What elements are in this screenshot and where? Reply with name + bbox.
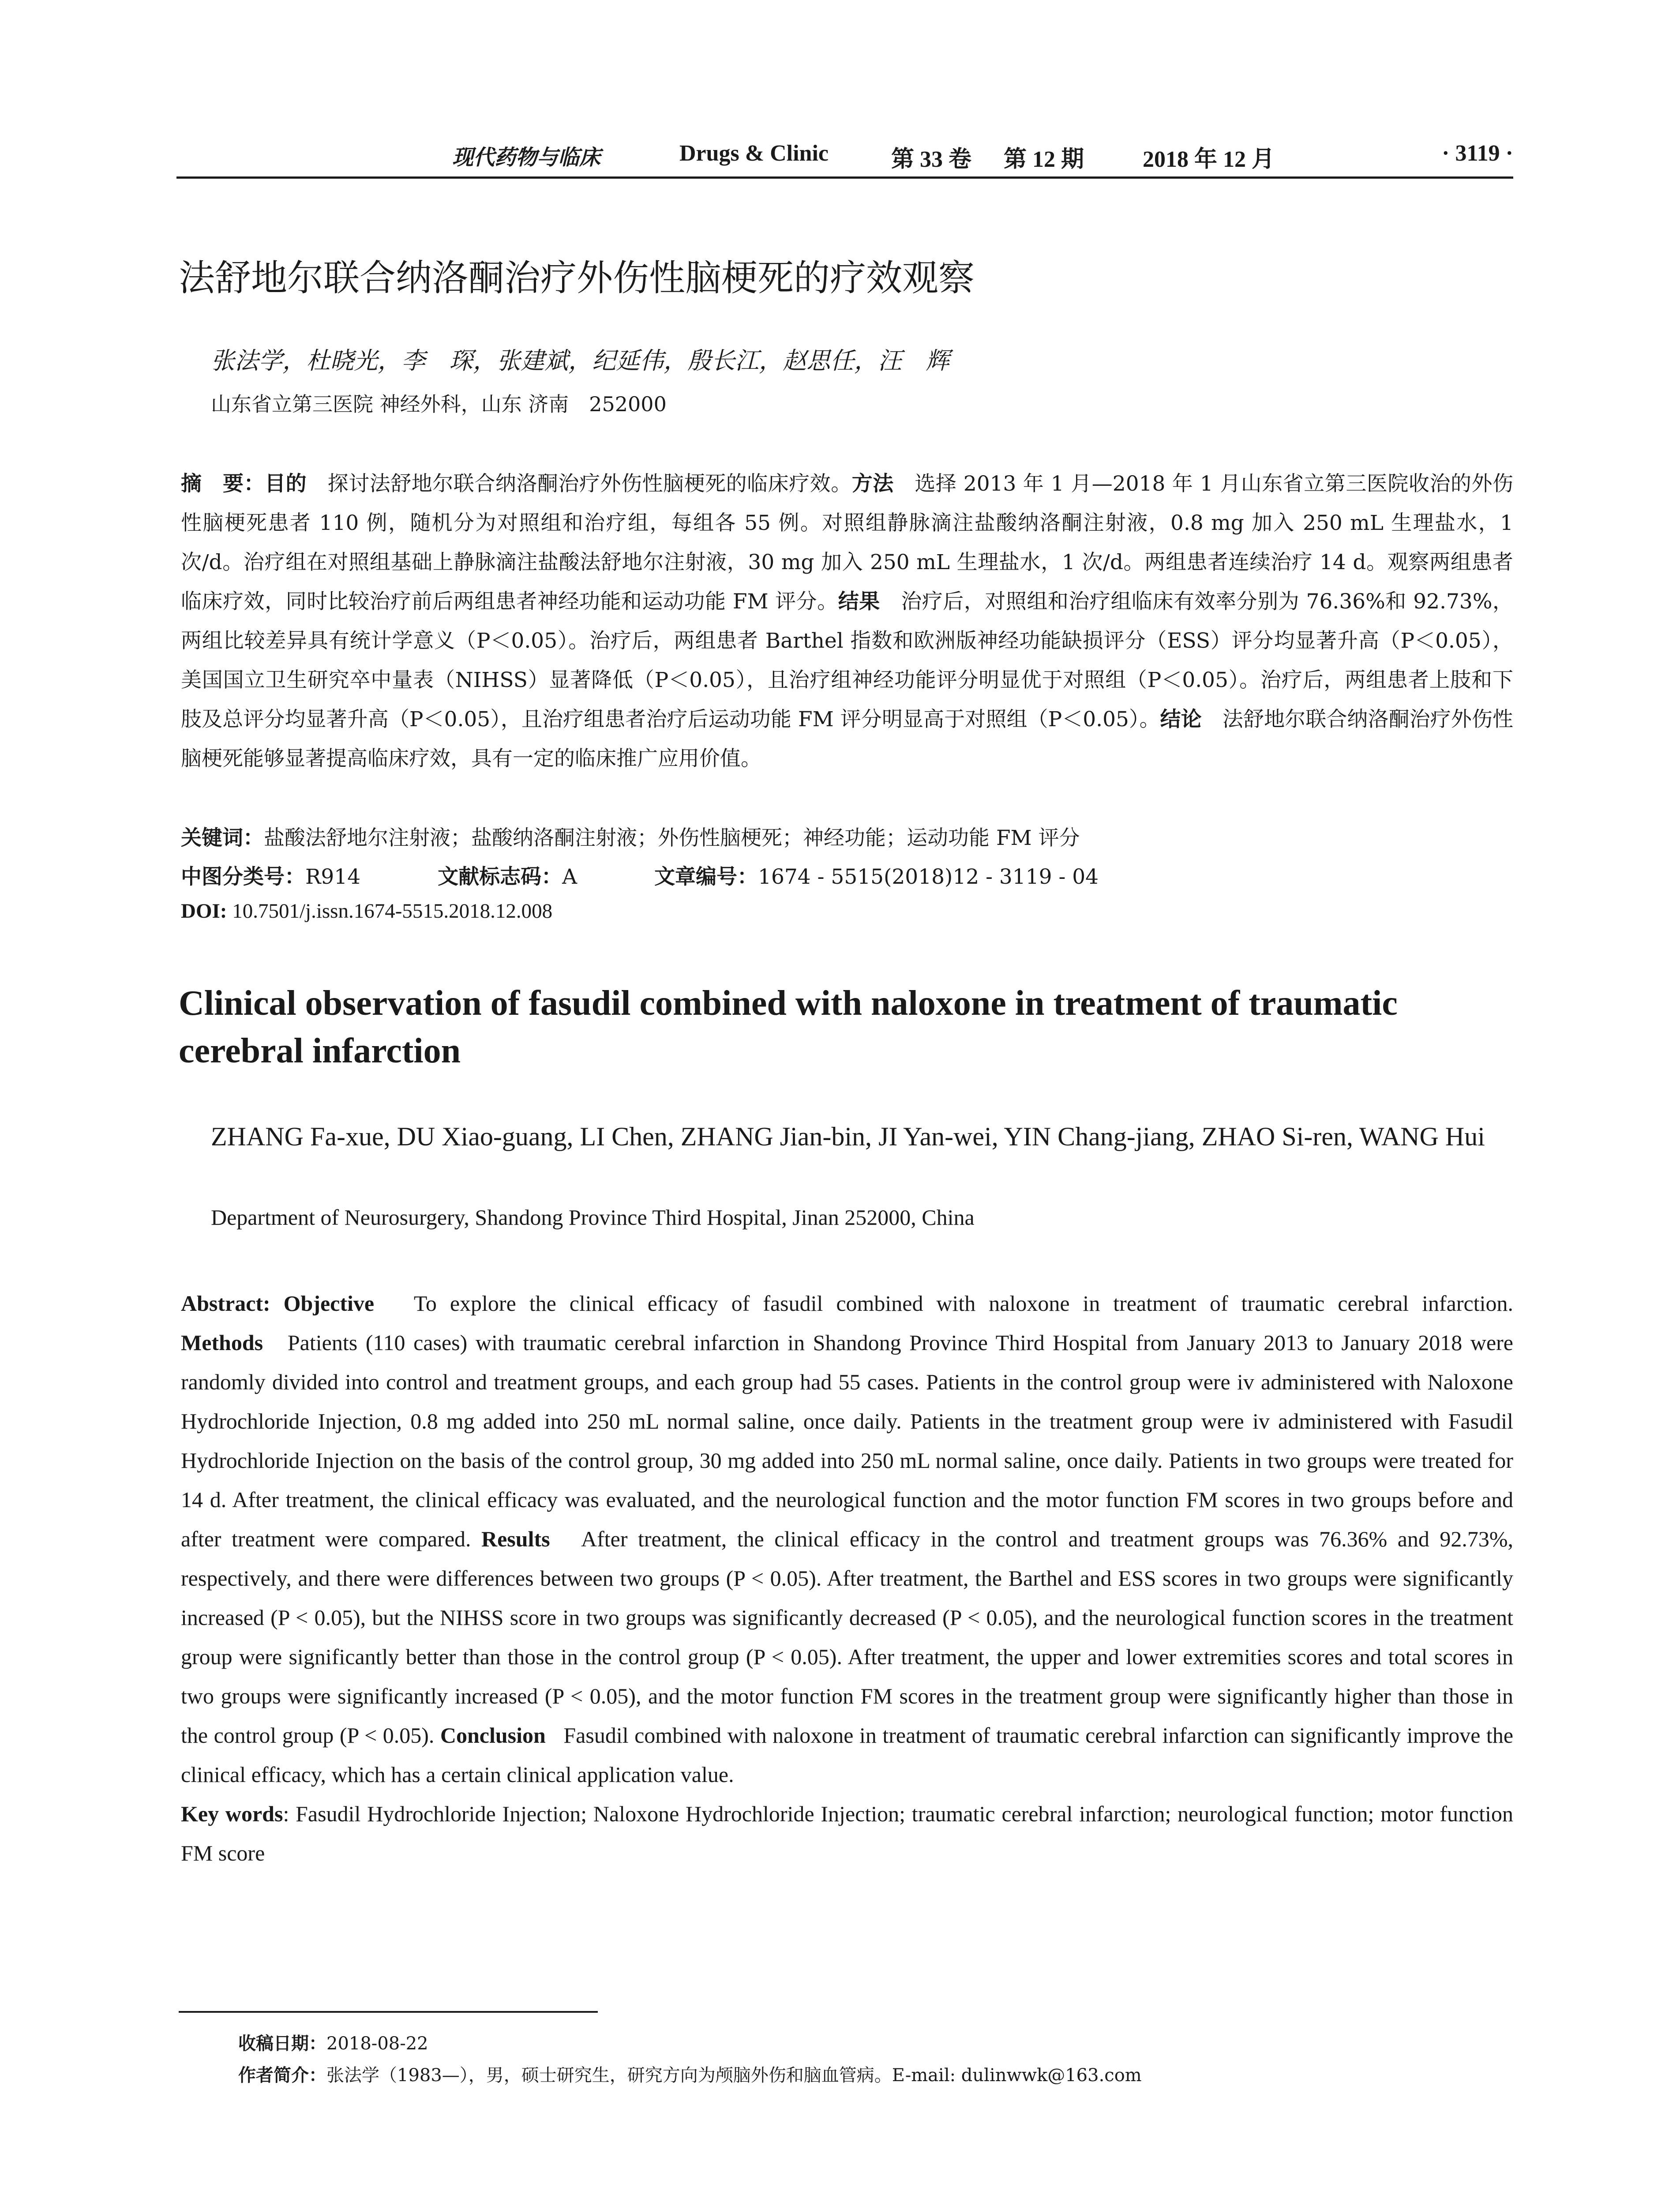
footnote-author-bio [238, 2061, 1142, 2086]
methods-label-cn: 方法 [851, 472, 894, 496]
header-divider [176, 176, 1513, 179]
article-number-label: 文章编号： [654, 865, 758, 889]
article-title-en: Clinical observation of fasudil combined with naloxone in treatment of traumatic cerebral infarction [179, 984, 1398, 1070]
clc-label: 中图分类号： [181, 865, 305, 889]
results-label-cn: 结果 [838, 589, 880, 614]
results-text-en: After treatment, the clinical efficacy in the control and treatment groups was 76.36% and 92.73%, respectively, and there were differences between two groups (P < 0.05). After treatment, the Barthel and ESS scores in two groups were significantly increased (P < 0.05), but the NIHSS score in two groups was significantly decreased (P < 0.05), and the neurological function scores in the treatment group were significantly better than those in the control group (P < 0.05). After treatment, the upper and lower extremities scores and total scores in two groups were significantly increased (P < 0.05), and the motor function FM scores in the treatment group were significantly higher than those in the control group (P < 0.05). [181, 1527, 1514, 1748]
conclusion-text-en: Fasudil combined with naloxone in treatment of traumatic cerebral infarction can significantly improve the clinical efficacy, which has a certain clinical application value. [181, 1723, 1514, 1787]
methods-text-cn: 选择 2013 年 1 月—2018 年 1 月山东省立第三医院收治的外伤性脑梗死患者 110 例，随机分为对照组和治疗组，每组各 55 例。对照组静脉滴注盐酸纳洛酮注射液，0.8 mg 加入 250 mL 生理盐水，1 次/d。治疗组在对照组基础上静脉滴注盐酸法舒地尔注射液，30 mg 加入 250 mL 生理盐水，1 次/d。两组患者连续治疗 14 d。观察两组患者临床疗效，同时比较治疗前后两组患者神经功能和运动功能 FM 评分。 [181, 472, 1514, 614]
doc-code-label: 文献标志码： [438, 865, 562, 889]
keywords-label-en: Key words [181, 1801, 283, 1826]
objective-text-en: To explore the clinical efficacy of fasudil combined with naloxone in treatment of traumatic cerebral infarction. [413, 1291, 1513, 1316]
author-bio: 张法学（1983—），男，硕士研究生，研究方向为颅脑外伤和脑血管病。E-mail: dulinwwk@163.com [326, 2065, 1142, 2086]
keywords-label-cn: 关键词： [181, 826, 264, 850]
journal-name-cn: 现代药物与临床 [452, 145, 601, 170]
results-label-en: Results [481, 1527, 550, 1551]
footnote-divider [179, 2011, 598, 2013]
conclusion-label-cn: 结论 [1160, 707, 1202, 732]
objective-label-cn: 目的 [265, 472, 307, 496]
article-title-cn: 法舒地尔联合纳洛酮治疗外伤性脑梗死的疗效观察 [179, 257, 975, 299]
methods-label-en: Methods [181, 1330, 263, 1355]
issue-date: 2018 年 12 月 [1143, 147, 1275, 172]
abstract-label-cn: 摘 要： [181, 472, 265, 496]
abstract-cn [181, 464, 1513, 778]
keywords-cn [181, 822, 1080, 851]
abstract-objective-label-en: Abstract: Objective [181, 1291, 375, 1316]
methods-text-en: Patients (110 cases) with traumatic cerebral infarction in Shandong Province Third Hospital from January 2013 to January 2018 were randomly divided into control and treatment groups, and each group had 55 cases. Patients in the control group were iv administered with Naloxone Hydrochloride Injection, 0.8 mg added into 250 mL normal saline, once daily. Patients in the treatment group were iv administered with Fasudil Hydrochloride Injection on the basis of the control group, 30 mg added into 250 mL normal saline, once daily. Patients in two groups were treated for 14 d. After treatment, the clinical efficacy was evaluated, and the neurological function and the motor function FM scores in two groups before and after treatment were compared. [181, 1330, 1514, 1551]
author-list-en: ZHANG Fa-xue, DU Xiao-guang, LI Chen, ZHANG Jian-bin, JI Yan-wei, YIN Chang-jiang, ZHAO Si-ren, WANG Hui [211, 1122, 1485, 1151]
affiliation-en: Department of Neurosurgery, Shandong Province Third Hospital, Jinan 252000, China [211, 1205, 975, 1230]
results-text-cn: 治疗后，对照组和治疗组临床有效率分别为 76.36%和 92.73%，两组比较差异具有统计学意义（P＜0.05）。治疗后，两组患者 Barthel 指数和欧洲版神经功能缺损评分（ESS）评分均显著升高（P＜0.05），美国国立卫生研究卒中量表（NIHSS）显著降低（P＜0.05），且治疗组神经功能评分明显优于对照组（P＜0.05）。治疗后，两组患者上肢和下肢及总评分均显著升高（P＜0.05），且治疗组患者治疗后运动功能 FM 评分明显高于对照组（P＜0.05）。 [181, 589, 1514, 732]
clc-number: R914 [305, 865, 361, 889]
author-list-cn: 张法学，杜晓光，李 琛，张建斌，纪延伟，殷长江，赵思任，汪 辉 [211, 347, 949, 375]
classification-line [181, 860, 1099, 890]
affiliation-cn: 山东省立第三医院 神经外科，山东 济南 252000 [211, 392, 667, 416]
volume-number: 第 33 卷 [891, 147, 972, 172]
abstract-en [181, 1284, 1513, 1873]
doi-link[interactable]: 10.7501/j.issn.1674-5515.2018.12.008 [232, 900, 553, 923]
keywords-text-cn: 盐酸法舒地尔注射液；盐酸纳洛酮注射液；外伤性脑梗死；神经功能；运动功能 FM 评分 [264, 826, 1080, 850]
doc-code: A [562, 865, 578, 889]
conclusion-text-cn: 法舒地尔联合纳洛酮治疗外伤性脑梗死能够显著提高临床疗效，具有一定的临床推广应用价值。 [181, 707, 1514, 771]
doi-label: DOI: [181, 900, 227, 923]
journal-name-en: Drugs & Clinic [679, 141, 829, 166]
received-date-label: 收稿日期： [238, 2033, 326, 2054]
footnote-received-date [238, 2030, 428, 2055]
issue-number: 第 12 期 [1004, 147, 1084, 172]
author-bio-label: 作者简介： [238, 2065, 326, 2086]
keywords-text-en: : Fasudil Hydrochloride Injection; Naloxone Hydrochloride Injection; traumatic cerebral infarction; neurological function; motor function FM score [181, 1801, 1513, 1865]
article-number: 1674 - 5515(2018)12 - 3119 - 04 [758, 865, 1099, 889]
running-header [176, 140, 1513, 171]
received-date: 2018-08-22 [326, 2033, 428, 2054]
page-number: · 3119 · [1442, 141, 1513, 166]
objective-text-cn: 探讨法舒地尔联合纳洛酮治疗外伤性脑梗死的临床疗效。 [327, 472, 852, 496]
doi-line [181, 899, 552, 923]
conclusion-label-en: Conclusion [440, 1723, 546, 1748]
